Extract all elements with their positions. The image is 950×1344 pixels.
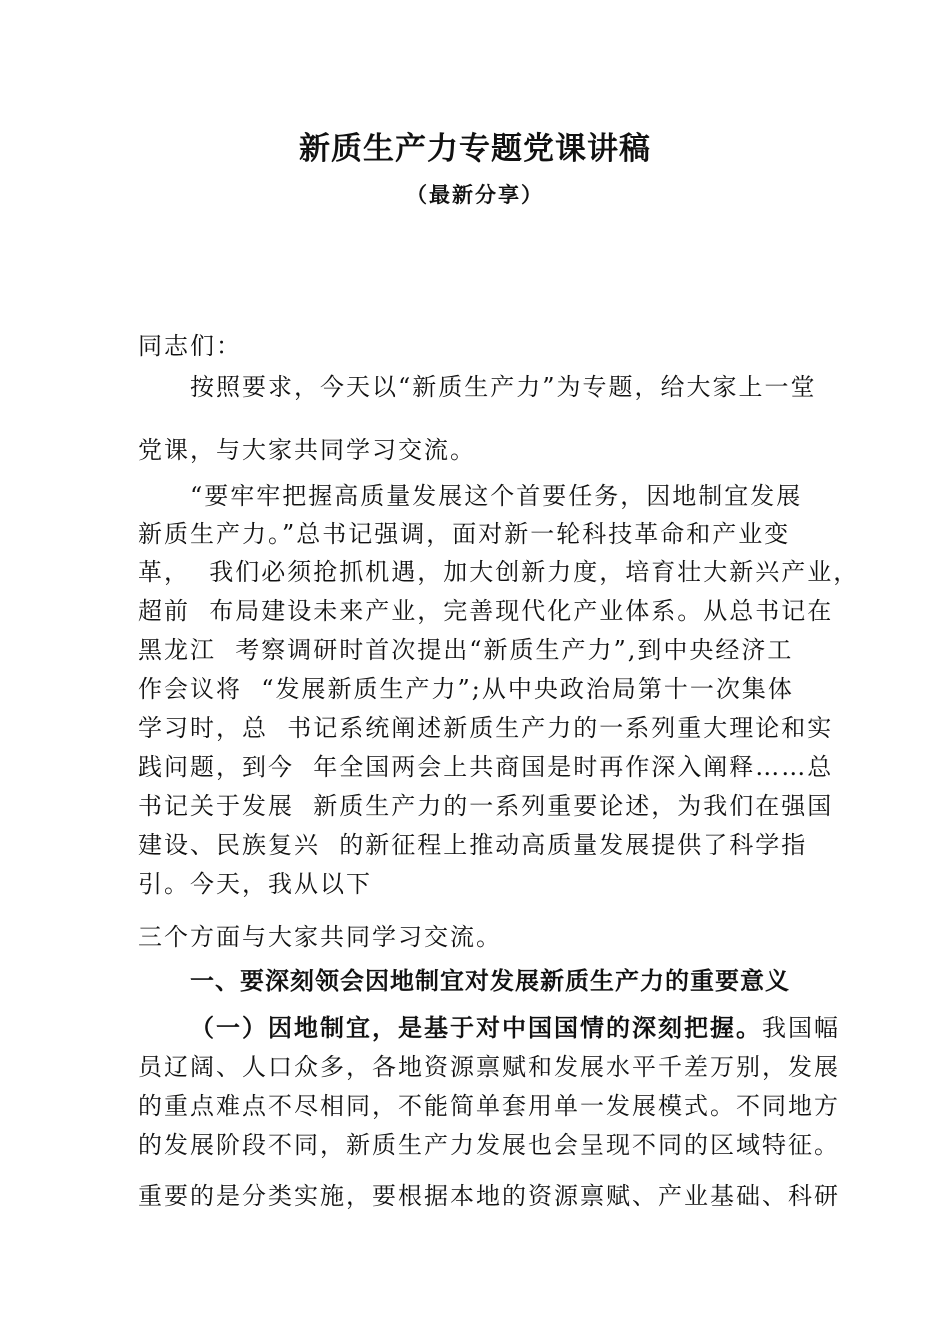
quote-line-4: 超前 布局建设未来产业，完善现代化产业体系。从总书记在 — [138, 597, 834, 625]
quote-line-8: 践问题，到今 年全国两会上共商国是时再作深入阐释……总 — [138, 753, 834, 781]
quote-line-9: 书记关于发展 新质生产力的一系列重要论述，为我们在强国 — [138, 792, 834, 820]
subsection-1-line-3: 的重点难点不尽相同，不能简单套用单一发展模式。不同地方 — [138, 1092, 840, 1120]
subsection-1-line-2: 员辽阔、人口众多，各地资源禀赋和发展水平千差万别，发展 — [138, 1053, 840, 1081]
intro-line-2: 党课，与大家共同学习交流。 — [138, 436, 476, 464]
subsection-1-line-4: 的发展阶段不同，新质生产力发展也会呈现不同的区域特征。 — [138, 1131, 840, 1159]
quote-line-11: 引。今天，我从以下 — [138, 870, 372, 898]
document-title: 新质生产力专题党课讲稿 — [299, 131, 651, 167]
subsection-1-first-line — [190, 1012, 840, 1044]
subsection-1-lead: （一）因地制宜，是基于对中国国情的深刻把握。 — [190, 1013, 762, 1042]
salutation: 同志们： — [138, 332, 242, 360]
subsection-1-text-start: 我国幅 — [762, 1014, 840, 1042]
document-subtitle: （最新分享） — [406, 182, 544, 207]
intro-line-1: 按照要求，今天以“新质生产力”为专题，给大家上一堂 — [190, 373, 817, 401]
quote-line-10: 建设、民族复兴 的新征程上推动高质量发展提供了科学指 — [138, 831, 808, 859]
section-heading-1: 一、要深刻领会因地制宜对发展新质生产力的重要意义 — [190, 967, 790, 995]
quote-line-3: 革， 我们必须抢抓机遇，加大创新力度，培育壮大新兴产业， — [138, 558, 860, 586]
quote-line-7: 学习时，总 书记系统阐述新质生产力的一系列重大理论和实 — [138, 714, 834, 742]
quote-line-5: 黑龙江 考察调研时首次提出“新质生产力”,到中央经济工 — [138, 636, 794, 664]
quote-line-2: 新质生产力。”总书记强调，面对新一轮科技革命和产业变 — [138, 520, 791, 548]
quote-line-12: 三个方面与大家共同学习交流。 — [138, 923, 502, 951]
quote-line-6: 作会议将 “发展新质生产力”;从中央政治局第十一次集体 — [138, 675, 794, 703]
quote-line-1: “要牢牢把握高质量发展这个首要任务，因地制宜发展 — [190, 482, 803, 510]
subsection-1-line-5: 重要的是分类实施，要根据本地的资源禀赋、产业基础、科研 — [138, 1182, 840, 1210]
